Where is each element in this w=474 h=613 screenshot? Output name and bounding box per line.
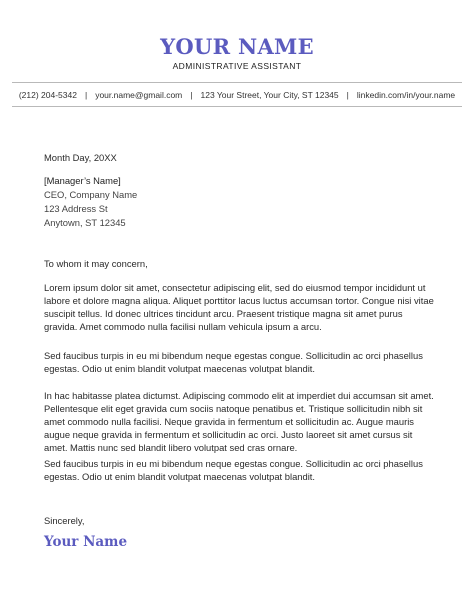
recipient-title-company: CEO, Company Name (44, 189, 138, 200)
body-paragraph-2: Sed faucibus turpis in eu mi bibendum neque egestas congue. Sollicitudin ac orci phasellus egestas. Odio ut enim blandit volutpat maecenas volutpat blandit. (44, 350, 423, 374)
contact-email[interactable]: your.name@gmail.com (95, 90, 183, 100)
body-paragraph-4: Sed faucibus turpis in eu mi bibendum neque egestas congue. Sollicitudin ac orci phasellus egestas. Odio ut enim blandit volutpat maecenas volutpat blandit. (44, 458, 423, 482)
contact-linkedin[interactable]: linkedin.com/in/your.name (356, 90, 456, 100)
applicant-name: YOUR NAME (160, 34, 314, 59)
body-paragraph-1: Lorem ipsum dolor sit amet, consectetur adipiscing elit, sed do eiusmod tempor incididunt ut labore et dolore magna aliqua. Aliquet porttitor lacus luctus accumsan tortor. Congue nisi vitae suscipit tellus. Id donec ultrices tincidunt arcu. Praesent tristique magna sit amet purus gravida. Amet commodo nulla facilisi nullam vehicula ipsum a arcu. (44, 282, 434, 332)
contact-separator: | (346, 90, 349, 100)
contact-bar (12, 89, 462, 101)
job-title: ADMINISTRATIVE ASSISTANT (172, 61, 302, 71)
contact-separator: | (190, 90, 193, 100)
recipient-block (44, 174, 434, 230)
greeting: To whom it may concern, (44, 258, 148, 269)
header-divider-bottom (12, 106, 462, 107)
recipient-street: 123 Address St (44, 203, 108, 214)
body-paragraph-3: In hac habitasse platea dictumst. Adipiscing commodo elit at imperdiet dui accumsan sit amet. Pellentesque elit eget gravida cum sociis natoque penatibus et. Tristique sollicitudin nibh sit amet commodo nulla facilisi. Neque gravida in fermentum et sollicitudin ac. Augue mauris augue neque gravida in fermentum et sollicitudin ac orci. Justo laoreet sit amet cursus sit amet. Mattis nunc sed blandit libero volutpat sed cras ornare. (44, 390, 434, 453)
header-divider-top (12, 82, 462, 83)
signature-name: Your Name (44, 534, 128, 550)
recipient-city: Anytown, ST 12345 (44, 217, 126, 228)
closing: Sincerely, (44, 515, 85, 526)
recipient-name: [Manager’s Name] (44, 175, 121, 186)
letter-date: Month Day, 20XX (44, 152, 117, 163)
contact-address: 123 Your Street, Your City, ST 12345 (200, 90, 339, 100)
contact-separator: | (84, 90, 88, 100)
contact-phone: (212) 204-5342 (18, 90, 77, 100)
